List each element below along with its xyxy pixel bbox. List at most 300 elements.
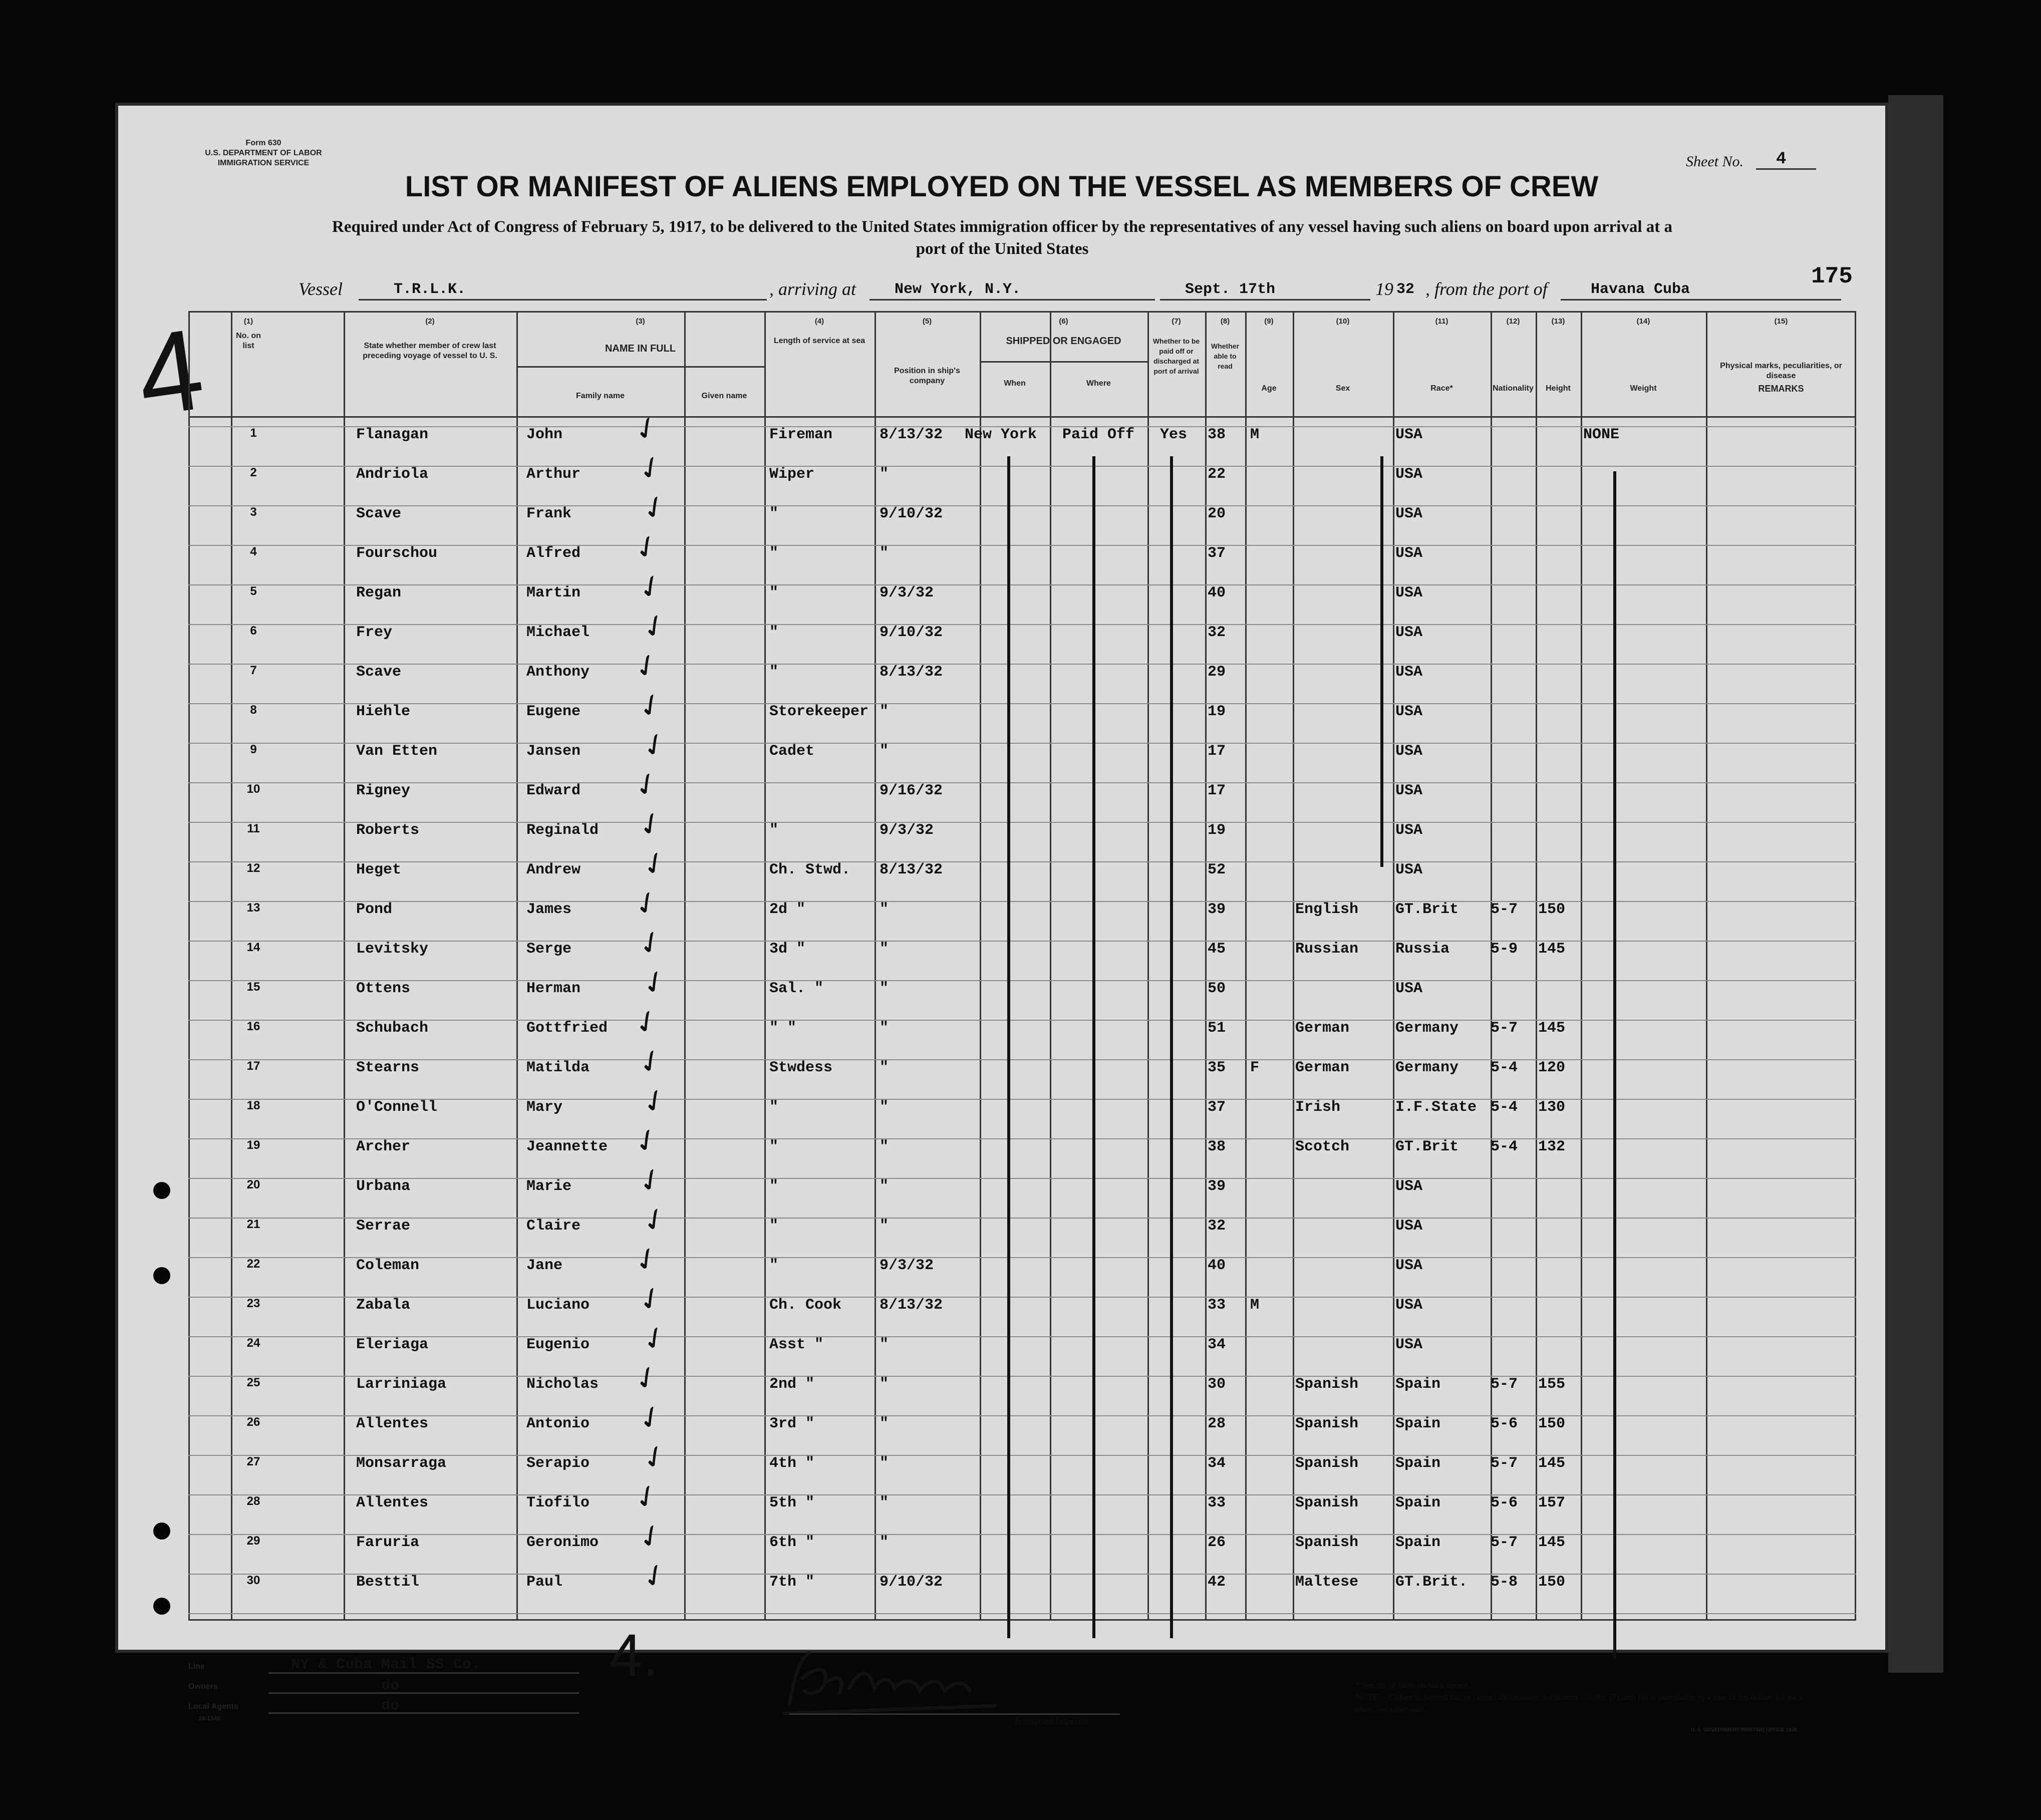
family-name: Monsarraga bbox=[356, 1455, 447, 1472]
height: 5-9 bbox=[1491, 941, 1518, 958]
header-nationality: Nationality bbox=[1493, 384, 1534, 393]
shipped-when: " bbox=[880, 941, 889, 958]
row-number: 12 bbox=[246, 861, 260, 875]
agents-value: do bbox=[381, 1697, 400, 1714]
department: U.S. DEPARTMENT OF LABOR bbox=[205, 149, 322, 157]
age: 37 bbox=[1208, 1099, 1226, 1116]
nationality: Spain bbox=[1395, 1376, 1441, 1393]
grid-line bbox=[188, 822, 1856, 823]
shipped-when: 9/10/32 bbox=[880, 624, 943, 641]
age: 29 bbox=[1208, 664, 1226, 681]
family-name: Archer bbox=[356, 1138, 411, 1155]
row-number: 22 bbox=[246, 1257, 260, 1271]
family-name: Schubach bbox=[356, 1020, 429, 1037]
row-number: 3 bbox=[250, 505, 257, 519]
nationality: USA bbox=[1395, 664, 1423, 681]
header-name-in-full: NAME IN FULL bbox=[605, 343, 676, 354]
given-name: Geronimo bbox=[526, 1534, 599, 1551]
shipped-when: 8/13/32 bbox=[880, 426, 943, 443]
line-label: Line bbox=[188, 1662, 205, 1671]
given-name: Claire bbox=[526, 1218, 581, 1235]
given-name: John bbox=[526, 426, 563, 443]
family-name: Andriola bbox=[356, 466, 429, 483]
grid-line bbox=[1245, 311, 1247, 1621]
grid-line bbox=[188, 1613, 1856, 1614]
scan-edge bbox=[1888, 95, 1943, 1673]
weight: 130 bbox=[1538, 1099, 1566, 1116]
given-name: Mary bbox=[526, 1099, 563, 1116]
grid-line bbox=[188, 416, 1856, 418]
check-mark-icon: ✓ bbox=[635, 1080, 674, 1123]
age: 30 bbox=[1208, 1376, 1226, 1393]
column-number: (4) bbox=[814, 317, 824, 326]
family-name: Rigney bbox=[356, 782, 411, 799]
check-mark-icon: ✓ bbox=[635, 486, 674, 529]
grid-line bbox=[1581, 311, 1582, 1621]
nationality: USA bbox=[1395, 703, 1423, 720]
race: Spanish bbox=[1295, 1534, 1359, 1551]
row-number: 9 bbox=[250, 743, 257, 756]
sex: F bbox=[1250, 1059, 1260, 1076]
form-code: 14-1340 bbox=[198, 1715, 221, 1722]
age: 40 bbox=[1208, 584, 1226, 601]
arriving-label: , arriving at bbox=[769, 279, 856, 299]
header-race: Race* bbox=[1430, 384, 1453, 393]
position: " bbox=[769, 1257, 779, 1274]
family-name: Scave bbox=[356, 505, 402, 522]
check-mark-icon: ✓ bbox=[627, 882, 666, 925]
nationality: USA bbox=[1395, 1297, 1423, 1314]
given-name: Nicholas bbox=[526, 1376, 599, 1393]
shipped-when: " bbox=[880, 980, 889, 997]
row-number: 23 bbox=[246, 1297, 260, 1310]
family-name: Hiehle bbox=[356, 703, 411, 720]
weight: 157 bbox=[1538, 1494, 1566, 1511]
family-name: Van Etten bbox=[356, 743, 438, 760]
shipped-when: " bbox=[880, 1178, 889, 1195]
row-number: 2 bbox=[250, 466, 257, 479]
row-number: 27 bbox=[246, 1455, 260, 1468]
position: " bbox=[769, 1138, 779, 1155]
position: 5th " bbox=[769, 1494, 815, 1511]
shipped-when: 8/13/32 bbox=[880, 861, 943, 878]
inspector-signature bbox=[774, 1648, 1015, 1723]
given-name: Jeannette bbox=[526, 1138, 608, 1155]
year-value: 32 bbox=[1396, 281, 1415, 298]
shipped-when: " bbox=[880, 1099, 889, 1116]
family-name: Faruria bbox=[356, 1534, 420, 1551]
nationality: USA bbox=[1395, 545, 1423, 562]
column-number: (15) bbox=[1774, 317, 1788, 326]
given-name: James bbox=[526, 901, 572, 918]
check-mark-icon: ✓ bbox=[631, 922, 670, 965]
grid-line bbox=[188, 941, 1856, 942]
position: Cadet bbox=[769, 743, 815, 760]
shipped-when: " bbox=[880, 1455, 889, 1472]
grid-line bbox=[188, 1415, 1856, 1416]
header-family-name: Family name bbox=[576, 392, 625, 400]
penalty-note: NOTE.—Failure to furnish full or correct information in columns (3), (6), (7), and (8) is punishable by a fine of ten dollars for each alien. See other side. bbox=[1355, 1692, 1804, 1714]
family-name: Flanagan bbox=[356, 426, 429, 443]
height: 5-4 bbox=[1491, 1059, 1518, 1076]
check-mark-icon: ✓ bbox=[627, 763, 666, 806]
age: 52 bbox=[1208, 861, 1226, 878]
row-number: 28 bbox=[246, 1494, 260, 1508]
grid-line bbox=[188, 1574, 1856, 1575]
grid-line bbox=[188, 980, 1856, 981]
family-name: Heget bbox=[356, 861, 402, 878]
shipped-when: " bbox=[880, 1020, 889, 1037]
grid-line bbox=[188, 545, 1856, 546]
check-mark-icon: ✓ bbox=[635, 605, 674, 648]
position: Wiper bbox=[769, 466, 815, 483]
inspector-label: Immigrant Inspector. bbox=[1015, 1716, 1090, 1726]
check-mark-icon: ✓ bbox=[631, 684, 670, 727]
weight: 145 bbox=[1538, 1455, 1566, 1472]
paid-off: Paid Off bbox=[1062, 426, 1135, 443]
given-name: Arthur bbox=[526, 466, 581, 483]
line-value: NY & Cuba Mail SS Co. bbox=[291, 1656, 481, 1673]
shipped-when: " bbox=[880, 743, 889, 760]
shipped-when: " bbox=[880, 1415, 889, 1432]
race: Scotch bbox=[1295, 1138, 1350, 1155]
check-mark-icon: ✓ bbox=[635, 1198, 674, 1242]
weight: 145 bbox=[1538, 941, 1566, 958]
sex: M bbox=[1250, 426, 1260, 443]
family-name: Frey bbox=[356, 624, 393, 641]
grid-line bbox=[188, 664, 1856, 665]
height: 5-7 bbox=[1491, 901, 1518, 918]
check-mark-icon: ✓ bbox=[635, 1436, 674, 1479]
row-number: 24 bbox=[246, 1336, 260, 1350]
nationality: I.F.State bbox=[1395, 1099, 1477, 1116]
margin-mark: 4 bbox=[129, 304, 211, 441]
position: " " bbox=[769, 1020, 797, 1037]
nationality: USA bbox=[1395, 861, 1423, 878]
arriving-port: New York, N.Y. bbox=[895, 281, 1021, 298]
family-name: Larriniaga bbox=[356, 1376, 447, 1393]
grid-line bbox=[1706, 311, 1707, 1621]
owners-value: do bbox=[381, 1677, 400, 1694]
check-mark-icon: ✓ bbox=[631, 1040, 670, 1083]
family-name: Eleriaga bbox=[356, 1336, 429, 1353]
header-sex: Sex bbox=[1335, 384, 1350, 393]
printer-line: U. S. GOVERNMENT PRINTING OFFICE 1930 bbox=[1691, 1727, 1797, 1733]
grid-line bbox=[980, 311, 981, 1621]
age: 20 bbox=[1208, 505, 1226, 522]
position: 3d " bbox=[769, 941, 806, 958]
race: English bbox=[1295, 901, 1359, 918]
age: 22 bbox=[1208, 466, 1226, 483]
grid-line bbox=[188, 624, 1856, 625]
row-number: 15 bbox=[246, 980, 260, 994]
given-name: Serge bbox=[526, 941, 572, 958]
grid-line bbox=[1393, 311, 1394, 1621]
check-mark-icon: ✓ bbox=[627, 645, 666, 688]
grid-line bbox=[188, 1494, 1856, 1495]
shipped-when: " bbox=[880, 545, 889, 562]
age: 51 bbox=[1208, 1020, 1226, 1037]
grid-line bbox=[188, 1297, 1856, 1298]
shipped-when: 9/16/32 bbox=[880, 782, 943, 799]
row-number: 8 bbox=[250, 703, 257, 717]
family-name: O'Connell bbox=[356, 1099, 438, 1116]
column-number: (5) bbox=[922, 317, 932, 326]
grid-line bbox=[764, 311, 766, 1621]
given-name: Frank bbox=[526, 505, 572, 522]
given-name: Paul bbox=[526, 1574, 563, 1591]
age: 33 bbox=[1208, 1297, 1226, 1314]
weight: 150 bbox=[1538, 1574, 1566, 1591]
row-number: 11 bbox=[247, 822, 260, 835]
given-name: Marie bbox=[526, 1178, 572, 1195]
position: 4th " bbox=[769, 1455, 815, 1472]
row-number: 10 bbox=[246, 782, 260, 796]
shipped-when: " bbox=[880, 1494, 889, 1511]
age: 32 bbox=[1208, 624, 1226, 641]
check-mark-icon: ✓ bbox=[635, 724, 674, 767]
position: " bbox=[769, 545, 779, 562]
shipped-when: 8/13/32 bbox=[880, 1297, 943, 1314]
position: " bbox=[769, 505, 779, 522]
nationality: GT.Brit bbox=[1395, 1138, 1459, 1155]
age: 37 bbox=[1208, 545, 1226, 562]
position: " bbox=[769, 1178, 779, 1195]
column-number: (10) bbox=[1336, 317, 1350, 326]
row-number: 5 bbox=[250, 584, 257, 598]
arrival-date: Sept. 17th bbox=[1185, 281, 1276, 298]
grid-line bbox=[188, 505, 1856, 506]
grid-line bbox=[1205, 311, 1207, 1621]
row-number: 4 bbox=[250, 545, 257, 558]
shipped-when: 9/10/32 bbox=[880, 1574, 943, 1591]
shipped-when: 9/3/32 bbox=[880, 822, 934, 839]
family-name: Besttil bbox=[356, 1574, 420, 1591]
nationality: USA bbox=[1395, 1336, 1423, 1353]
shipped-when: " bbox=[880, 1138, 889, 1155]
age: 34 bbox=[1208, 1455, 1226, 1472]
weight: 145 bbox=[1538, 1534, 1566, 1551]
shipped-when: " bbox=[880, 1336, 889, 1353]
grid-line bbox=[188, 743, 1856, 744]
grid-line bbox=[188, 1020, 1856, 1021]
grid-line bbox=[188, 861, 1856, 862]
grid-line bbox=[1536, 311, 1537, 1621]
age: 19 bbox=[1208, 822, 1226, 839]
height: 5-7 bbox=[1491, 1455, 1518, 1472]
header-paid-off: Whether to be paid off or discharged at port of arrival bbox=[1152, 337, 1200, 375]
nationality: USA bbox=[1395, 980, 1423, 997]
family-name: Stearns bbox=[356, 1059, 420, 1076]
family-name: Urbana bbox=[356, 1178, 411, 1195]
header-height: Height bbox=[1546, 384, 1571, 393]
page-stamp: 175 bbox=[1811, 263, 1853, 289]
nationality: USA bbox=[1395, 782, 1423, 799]
column-number: (8) bbox=[1220, 317, 1230, 326]
age: 28 bbox=[1208, 1415, 1226, 1432]
year-prefix: 19 bbox=[1375, 279, 1393, 299]
nationality: Germany bbox=[1395, 1020, 1459, 1037]
height: 5-6 bbox=[1491, 1415, 1518, 1432]
nationality: GT.Brit. bbox=[1395, 1574, 1468, 1591]
nationality: USA bbox=[1395, 584, 1423, 601]
form-id bbox=[183, 138, 344, 168]
given-name: Edward bbox=[526, 782, 581, 799]
physical-marks: NONE bbox=[1583, 426, 1620, 443]
check-mark-icon: ✓ bbox=[627, 1001, 666, 1044]
age: 39 bbox=[1208, 1178, 1226, 1195]
page-title: LIST OR MANIFEST OF ALIENS EMPLOYED ON THE VESSEL AS MEMBERS OF CREW bbox=[405, 170, 1599, 203]
family-name: Allentes bbox=[356, 1494, 429, 1511]
age: 33 bbox=[1208, 1494, 1226, 1511]
height: 5-6 bbox=[1491, 1494, 1518, 1511]
age: 42 bbox=[1208, 1574, 1226, 1591]
family-name: Serrae bbox=[356, 1218, 411, 1235]
given-name: Alfred bbox=[526, 545, 581, 562]
given-name: Herman bbox=[526, 980, 581, 997]
age: 50 bbox=[1208, 980, 1226, 997]
nationality: Spain bbox=[1395, 1455, 1441, 1472]
given-name: Jansen bbox=[526, 743, 581, 760]
nationality: Russia bbox=[1395, 941, 1450, 958]
column-number: (7) bbox=[1172, 317, 1181, 326]
nationality: Germany bbox=[1395, 1059, 1459, 1076]
position: 2d " bbox=[769, 901, 806, 918]
race: Spanish bbox=[1295, 1494, 1359, 1511]
age: 32 bbox=[1208, 1218, 1226, 1235]
column-number: (11) bbox=[1435, 317, 1448, 326]
check-mark-icon: ✓ bbox=[627, 1475, 666, 1519]
given-name: Michael bbox=[526, 624, 590, 641]
grid-line bbox=[188, 703, 1856, 704]
from-port: Havana Cuba bbox=[1591, 281, 1690, 298]
race: German bbox=[1295, 1059, 1350, 1076]
shipped-where: New York bbox=[965, 426, 1037, 443]
race: Spanish bbox=[1295, 1455, 1359, 1472]
given-name: Martin bbox=[526, 584, 581, 601]
race: Maltese bbox=[1295, 1574, 1359, 1591]
nationality: USA bbox=[1395, 1257, 1423, 1274]
grid-line bbox=[188, 1099, 1856, 1100]
row-number: 16 bbox=[246, 1020, 260, 1033]
nationality: USA bbox=[1395, 505, 1423, 522]
given-name: Tiofilo bbox=[526, 1494, 590, 1511]
header-able-to-read: Whether able to read bbox=[1211, 342, 1239, 370]
header-no-on-list: No. on list bbox=[236, 332, 261, 350]
shipped-when: 8/13/32 bbox=[880, 664, 943, 681]
punch-hole bbox=[153, 1598, 170, 1615]
sex: M bbox=[1250, 1297, 1260, 1314]
race: Spanish bbox=[1295, 1415, 1359, 1432]
height: 5-7 bbox=[1491, 1376, 1518, 1393]
column-number: (2) bbox=[425, 317, 435, 326]
column-number: (3) bbox=[636, 317, 645, 326]
family-name: Zabala bbox=[356, 1297, 411, 1314]
check-mark-icon: ✓ bbox=[631, 1159, 670, 1202]
row-number: 13 bbox=[246, 901, 260, 915]
age: 40 bbox=[1208, 1257, 1226, 1274]
header-weight: Weight bbox=[1630, 384, 1657, 393]
family-name: Pond bbox=[356, 901, 393, 918]
height: 5-8 bbox=[1491, 1574, 1518, 1591]
from-port-label: , from the port of bbox=[1425, 279, 1548, 299]
nationality: USA bbox=[1395, 466, 1423, 483]
weight: 150 bbox=[1538, 1415, 1566, 1432]
given-name: Anthony bbox=[526, 664, 590, 681]
nationality: USA bbox=[1395, 822, 1423, 839]
height: 5-4 bbox=[1491, 1099, 1518, 1116]
sheet-no-value: 4 bbox=[1776, 150, 1787, 169]
header-physical-marks: Physical marks, peculiarities, or disease bbox=[1720, 362, 1842, 380]
grid-line bbox=[188, 1257, 1856, 1258]
age: 34 bbox=[1208, 1336, 1226, 1353]
position: " bbox=[769, 664, 779, 681]
age: 45 bbox=[1208, 941, 1226, 958]
grid-line bbox=[1293, 311, 1294, 1621]
row-number: 1 bbox=[250, 426, 257, 440]
nationality: Spain bbox=[1395, 1534, 1441, 1551]
check-mark-icon: ✓ bbox=[627, 1357, 666, 1400]
row-number: 26 bbox=[246, 1415, 260, 1429]
vessel-name: T.R.L.K. bbox=[394, 281, 466, 298]
check-mark-icon: ✓ bbox=[635, 1317, 674, 1360]
position: 6th " bbox=[769, 1534, 815, 1551]
subtitle-line-2: port of the United States bbox=[916, 240, 1089, 258]
punch-hole bbox=[153, 1267, 170, 1284]
weight: 132 bbox=[1538, 1138, 1566, 1155]
check-mark-icon: ✓ bbox=[635, 961, 674, 1004]
age: 38 bbox=[1208, 1138, 1226, 1155]
row-number: 21 bbox=[246, 1218, 260, 1231]
given-name: Andrew bbox=[526, 861, 581, 878]
row-number: 14 bbox=[246, 941, 260, 954]
shipped-when: 9/3/32 bbox=[880, 1257, 934, 1274]
position: " bbox=[769, 822, 779, 839]
family-name: Allentes bbox=[356, 1415, 429, 1432]
subtitle-line-1: Required under Act of Congress of February 5, 1917, to be delivered to the United States immigration officer by the representatives of any vessel having such aliens on board upon arrival at a bbox=[332, 218, 1672, 236]
given-name: Luciano bbox=[526, 1297, 590, 1314]
given-name: Antonio bbox=[526, 1415, 590, 1432]
given-name: Eugenio bbox=[526, 1336, 590, 1353]
position: 7th " bbox=[769, 1574, 815, 1591]
shipped-when: " bbox=[880, 466, 889, 483]
punch-hole bbox=[153, 1523, 170, 1540]
column-number: (12) bbox=[1506, 317, 1520, 326]
grid-line bbox=[980, 361, 1147, 363]
vessel-label: Vessel bbox=[299, 279, 343, 299]
shipped-when: " bbox=[880, 1534, 889, 1551]
punch-hole bbox=[153, 1182, 170, 1199]
grid-line bbox=[188, 901, 1856, 902]
grid-line bbox=[344, 311, 345, 1621]
able-to-read: Yes bbox=[1160, 426, 1188, 443]
footer-margin-mark: 4. bbox=[609, 1622, 660, 1689]
shipped-when: 9/3/32 bbox=[880, 584, 934, 601]
agents-label: Local Agents bbox=[188, 1702, 238, 1711]
races-note: * See list of races on back hereof. bbox=[1355, 1680, 1471, 1690]
grid-line bbox=[188, 1336, 1856, 1337]
given-name: Jane bbox=[526, 1257, 563, 1274]
weight: 145 bbox=[1538, 1020, 1566, 1037]
age: 35 bbox=[1208, 1059, 1226, 1076]
position: Fireman bbox=[769, 426, 833, 443]
header-length-service: Length of service at sea bbox=[773, 337, 865, 345]
check-mark-icon: ✓ bbox=[631, 1396, 670, 1439]
check-mark-icon: ✓ bbox=[631, 1278, 670, 1321]
shipped-when: " bbox=[880, 703, 889, 720]
column-number: (13) bbox=[1551, 317, 1565, 326]
position: " bbox=[769, 624, 779, 641]
